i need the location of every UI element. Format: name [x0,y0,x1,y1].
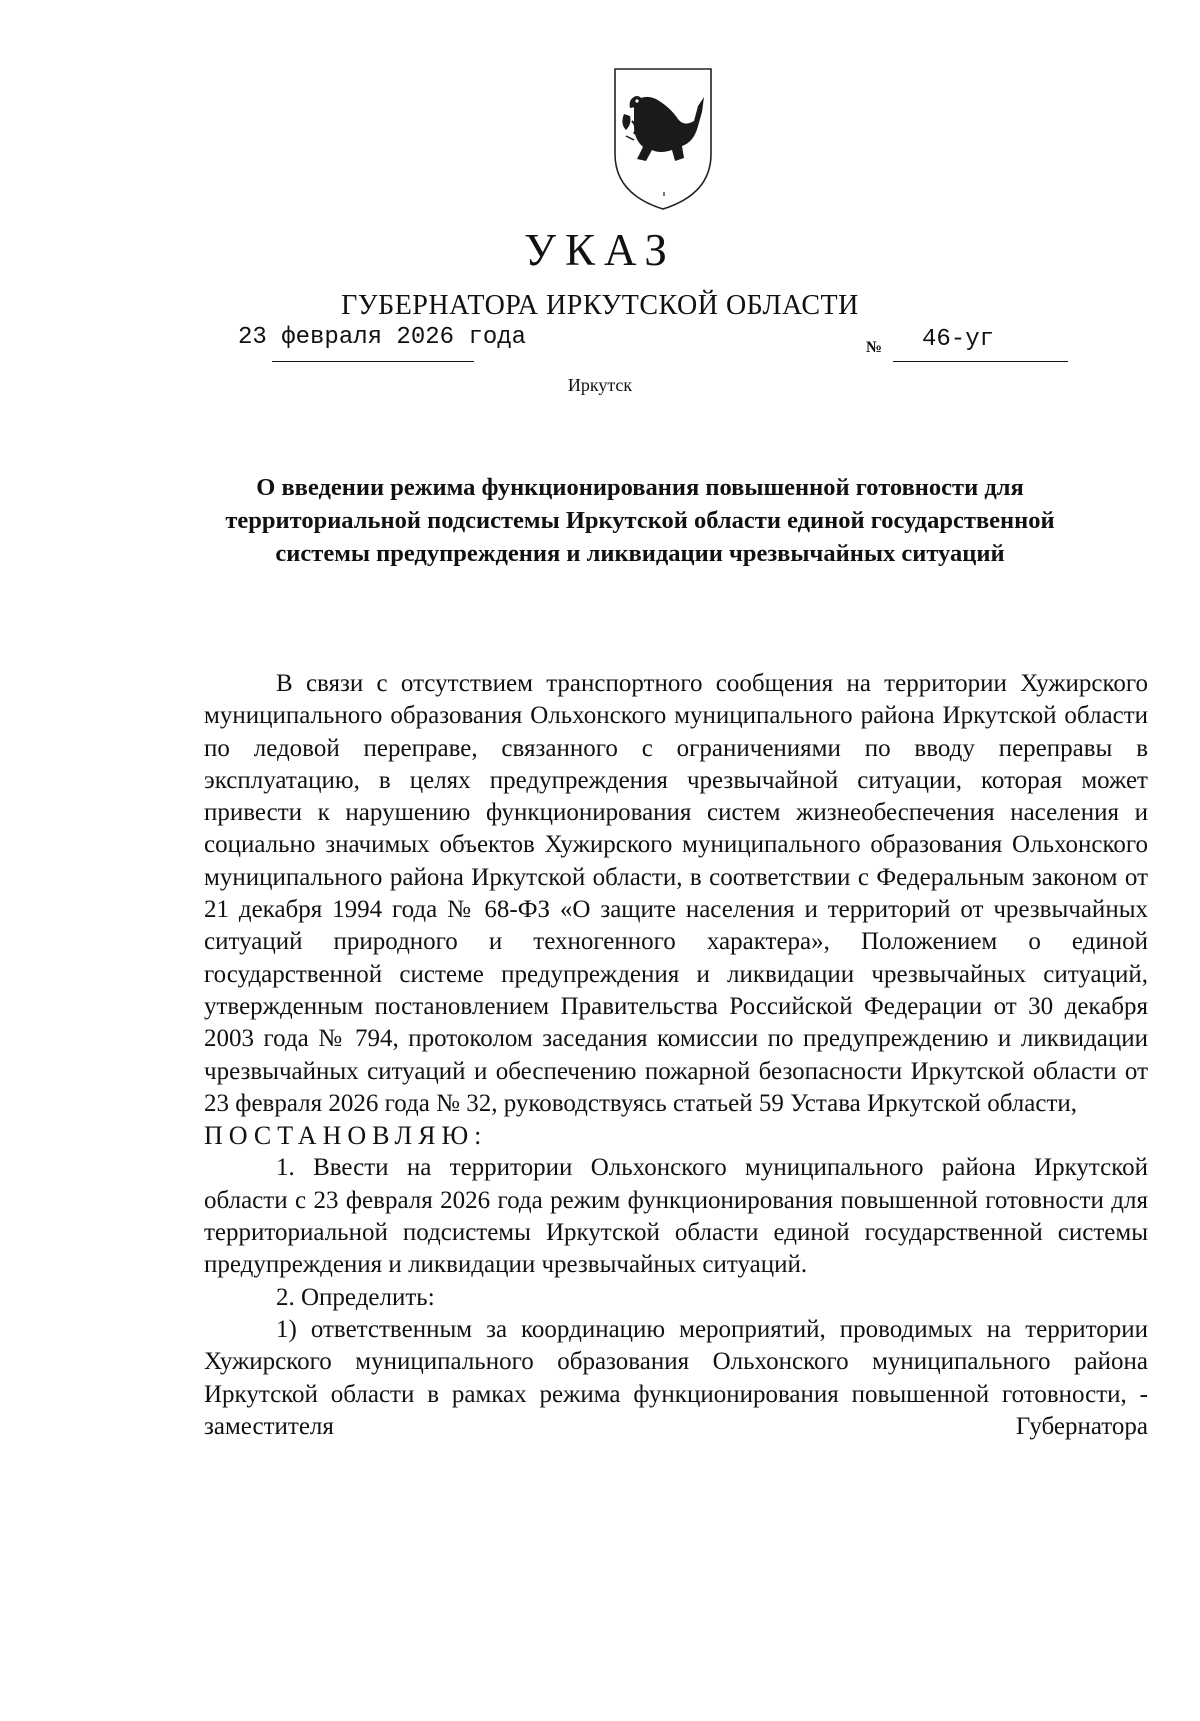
document-date: 23 февраля 2026 года [238,324,527,351]
document-number: 46-уг [922,326,995,353]
item-2-1-paragraph: 1) ответственным за координацию мероприятий, проводимых на территории Хужирского муниципального образования Ольхонского муниципального района Иркутской области в рамках режима функционирования повышенной готовности, - заместителя Губернатора [204,1315,1148,1440]
number-underline [893,361,1068,362]
document-title: УКАЗ [524,225,676,275]
date-underline [272,361,474,362]
item-1-paragraph: 1. Ввести на территории Ольхонского муниципального района Иркутской области с 23 февраля 2026 года режим функционирования повышенной готовности для территориальной подсистемы Иркутской области единой государственной системы предупреждения и ликвидации чрезвычайных ситуаций. [204,1154,1148,1279]
coat-of-arms-emblem [612,66,714,212]
number-label: № [866,339,883,356]
document-issuer: ГУБЕРНАТОРА ИРКУТСКОЙ ОБЛАСТИ [341,290,859,321]
document-city: Иркутск [567,375,633,395]
item-2-paragraph: 2. Определить: [276,1283,435,1311]
document-heading: О введении режима функционирования повышенной готовности для территориальной подсистемы Иркутской области единой государственной системы предупреждения и ликвидации чрезвычайных ситуаций [225,474,1055,567]
document-body [204,668,1148,1443]
decree-word: ПОСТАНОВЛЯЮ: [204,1121,488,1151]
preamble-paragraph: В связи с отсутствием транспортного сообщения на территории Хужирского муниципального образования Ольхонского муниципального района Иркутской области по ледовой переправе, связанного с ограничениями по вводу переправы в эксплуатацию, в целях предупреждения чрезвычайной ситуации, которая может привести к нарушению функционирования систем жизнеобеспечения населения и социально значимых объектов Хужирского муниципального образования Ольхонского муниципального района Иркутской области, в соответствии с Федеральным законом от 21 декабря 1994 года № 68-ФЗ «О защите населения и территорий от чрезвычайных ситуаций природного и техногенного характера», Положением о единой государственной системе предупреждения и ликвидации чрезвычайных ситуаций, утвержденным постановлением Правительства Российской Федерации от 30 декабря 2003 года № 794, протоколом заседания комиссии по предупреждению и ликвидации чрезвычайных ситуаций и обеспечению пожарной безопасности Иркутской области от 23 февраля 2026 года № 32, руководствуясь статьей 59 Устава Иркутской области, [204,670,1148,1117]
